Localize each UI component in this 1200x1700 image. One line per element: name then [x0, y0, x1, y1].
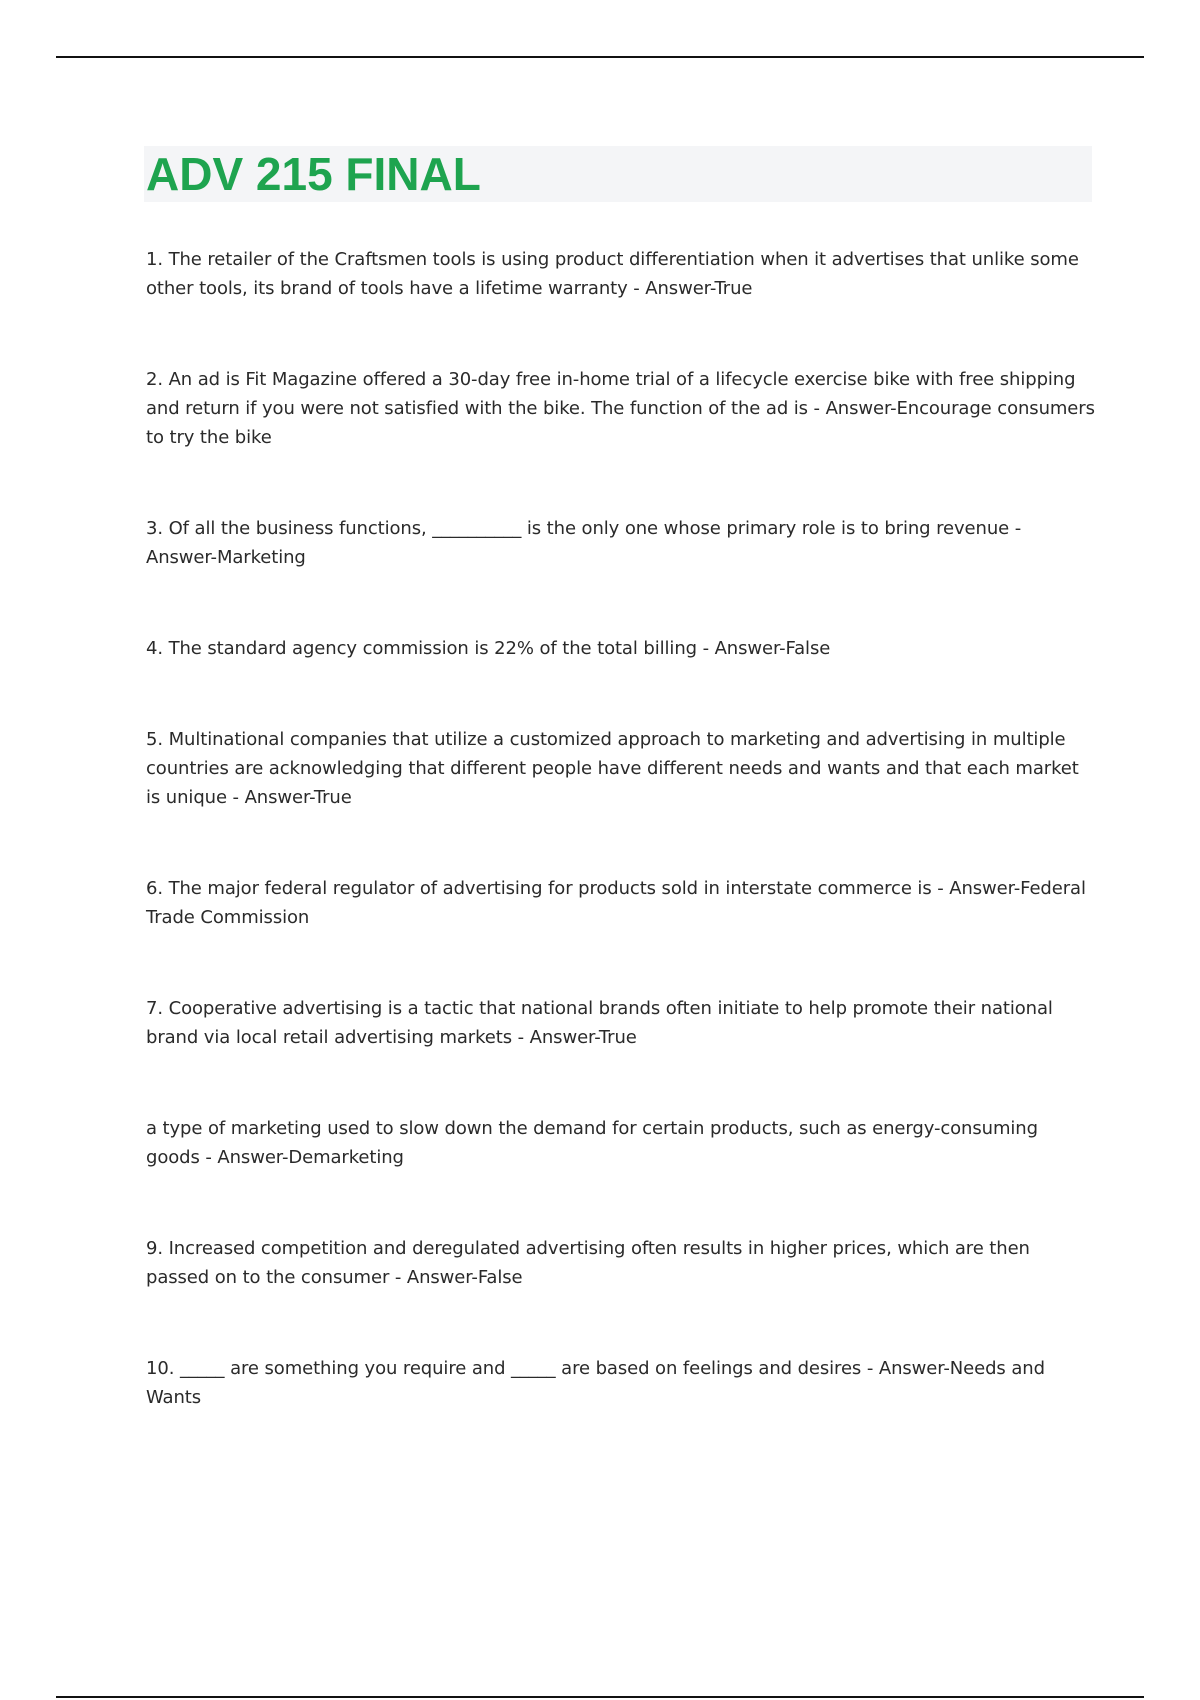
header-rule — [56, 56, 1144, 58]
question-8: a type of marketing used to slow down the demand for certain products, such as energy-consuming goods - Answer-Demarketing — [146, 1118, 1038, 1168]
question-9: 9. Increased competition and deregulated advertising often results in higher prices, which are then passed on to the consumer - Answer-False — [146, 1238, 1030, 1288]
footer-rule — [56, 1696, 1144, 1698]
question-10: 10. _____ are something you require and _____ are based on feelings and desires - Answer-Needs and Wants — [146, 1358, 1045, 1408]
question-4: 4. The standard agency commission is 22% of the total billing - Answer-False — [146, 638, 831, 659]
question-6: 6. The major federal regulator of advertising for products sold in interstate commerce is - Answer-Federal Trade Commission — [146, 878, 1086, 928]
question-3: 3. Of all the business functions, __________ is the only one whose primary role is to bring revenue - Answer-Marketing — [146, 518, 1022, 568]
question-1: 1. The retailer of the Craftsmen tools is using product differentiation when it advertises that unlike some other tools, its brand of tools have a lifetime warranty - Answer-True — [146, 249, 1079, 299]
document-title: ADV 215 FINAL — [146, 148, 481, 200]
question-2: 2. An ad is Fit Magazine offered a 30-day free in-home trial of a lifecycle exercise bike with free shipping and return if you were not satisfied with the bike. The function of the ad is - Answer-Encourage consumers to try the bike — [146, 369, 1095, 448]
question-5: 5. Multinational companies that utilize a customized approach to marketing and advertising in multiple countries are acknowledging that different people have different needs and wants and that each market is unique - Answer-True — [146, 729, 1079, 808]
question-7: 7. Cooperative advertising is a tactic that national brands often initiate to help promote their national brand via local retail advertising markets - Answer-True — [146, 998, 1053, 1048]
